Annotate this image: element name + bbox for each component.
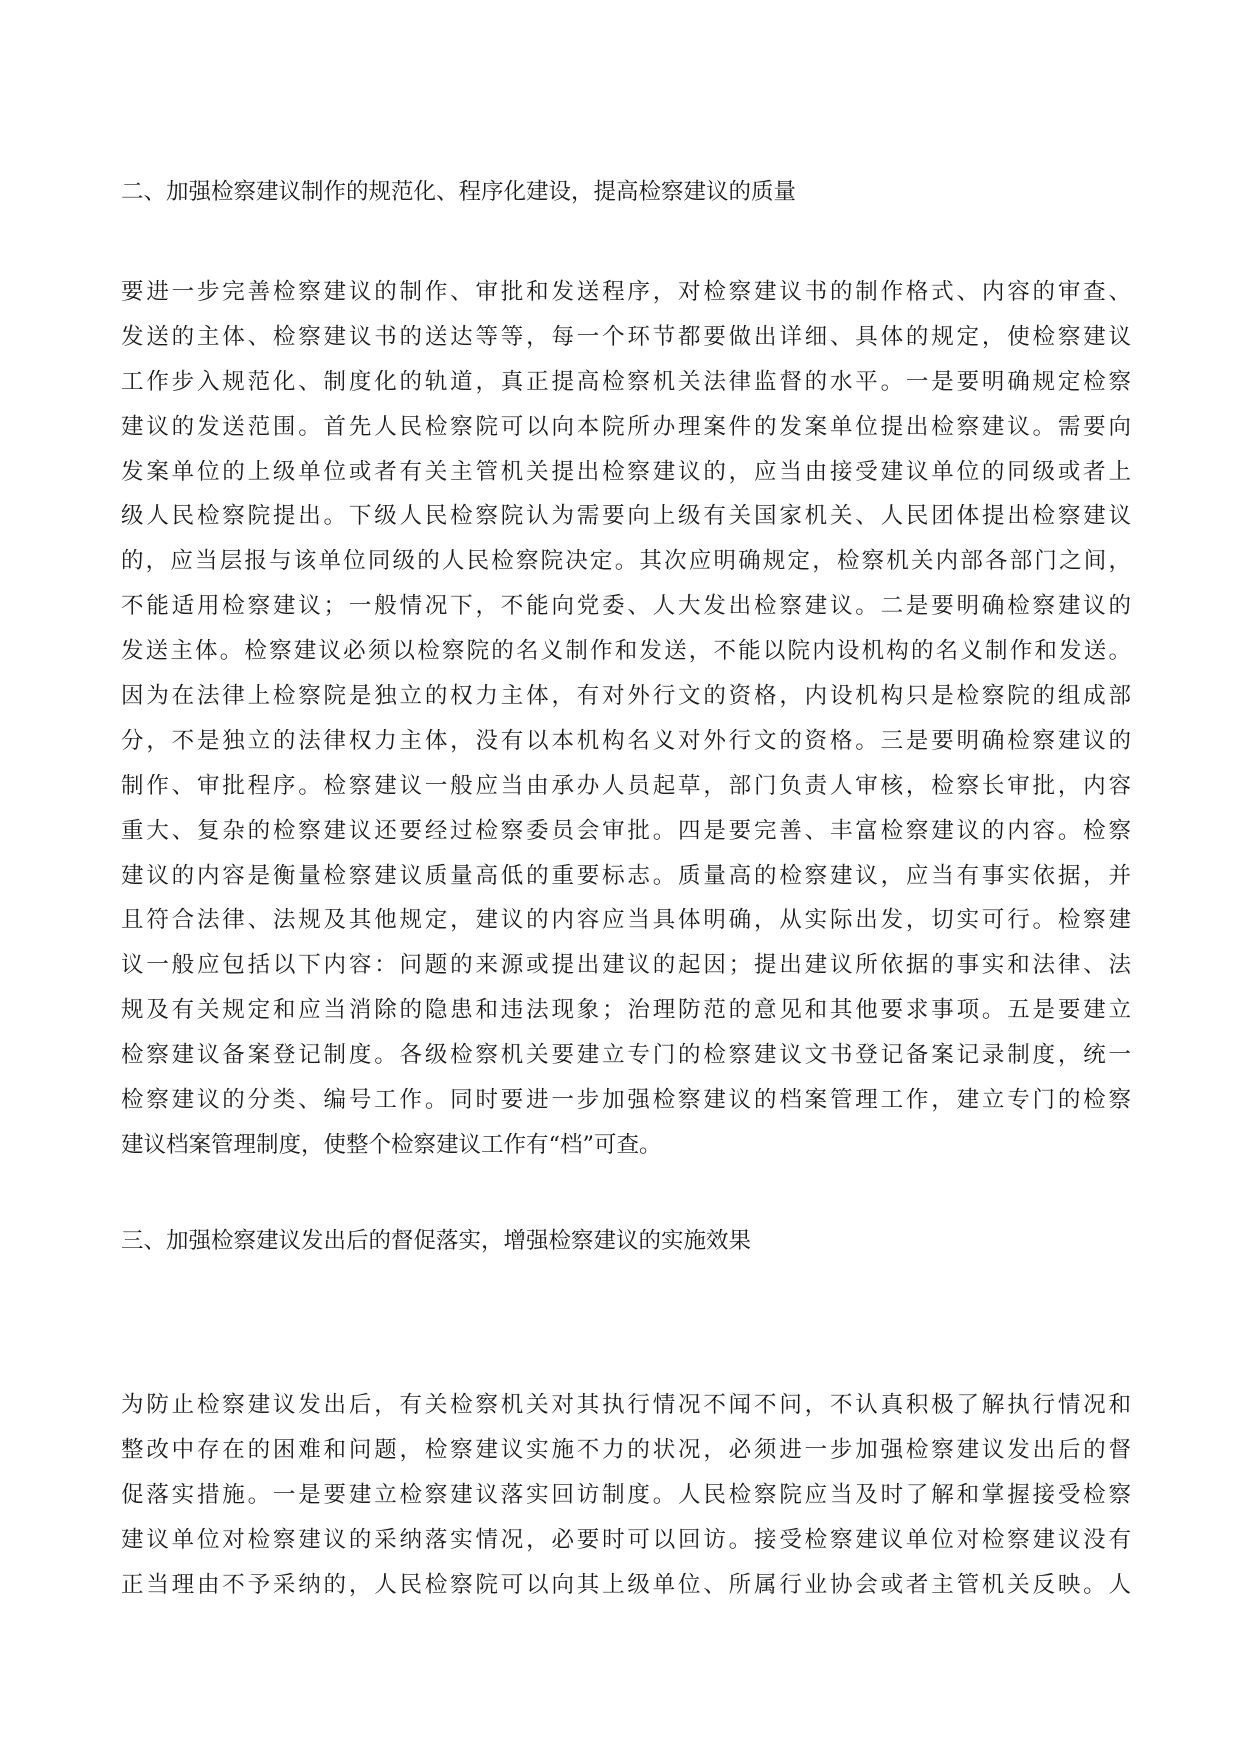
text-line: 分，不是独立的法律权力主体，没有以本机构名义对外行文的资格。三是要明确检察建议的 bbox=[121, 727, 1134, 754]
text-line: 建议的内容是衡量检察建议质量高低的重要标志。质量高的检察建议，应当有事实依据，并 bbox=[121, 862, 1134, 889]
text-line: 的，应当层报与该单位同级的人民检察院决定。其次应明确规定，检察机关内部各部门之间， bbox=[121, 548, 1134, 575]
text-line: 整改中存在的困难和问题，检察建议实施不力的状况，必须进一步加强检察建议发出后的督 bbox=[121, 1436, 1134, 1463]
text-line: 检察建议备案登记制度。各级检察机关要建立专门的检察建议文书登记备案记录制度，统一 bbox=[121, 1042, 1134, 1069]
text-line: 级人民检察院提出。下级人民检察院认为需要向上级有关国家机关、人民团体提出检察建议 bbox=[121, 503, 1134, 530]
text-line: 且符合法律、法规及其他规定，建议的内容应当具体明确，从实际出发，切实可行。检察建 bbox=[121, 907, 1134, 934]
text-line: 为防止检察建议发出后，有关检察机关对其执行情况不闻不问，不认真积极了解执行情况和 bbox=[121, 1392, 1134, 1418]
text-line: 议一般应包括以下内容：问题的来源或提出建议的起因；提出建议所依据的事实和法律、法 bbox=[121, 952, 1134, 979]
text-line: 发案单位的上级单位或者有关主管机关提出检察建议的，应当由接受建议单位的同级或者上 bbox=[121, 458, 1134, 485]
section-heading-2: 二、加强检察建议制作的规范化、程序化建设，提高检察建议的质量 bbox=[121, 179, 797, 205]
text-line: 检察建议的分类、编号工作。同时要进一步加强检察建议的档案管理工作，建立专门的检察 bbox=[121, 1087, 1134, 1114]
text-line: 发送的主体、检察建议书的送达等等，每一个环节都要做出详细、具体的规定，使检察建议 bbox=[121, 323, 1134, 350]
text-line: 重大、复杂的检察建议还要经过检察委员会审批。四是要完善、丰富检察建议的内容。检察 bbox=[121, 817, 1134, 844]
paragraph-1 bbox=[121, 270, 1134, 1168]
text-line: 制作、审批程序。检察建议一般应当由承办人员起草，部门负责人审核，检察长审批，内容 bbox=[121, 772, 1134, 799]
text-line: 发送主体。检察建议必须以检察院的名义制作和发送，不能以院内设机构的名义制作和发送。 bbox=[121, 638, 1134, 665]
text-line: 促落实措施。一是要建立检察建议落实回访制度。人民检察院应当及时了解和掌握接受检察 bbox=[121, 1481, 1134, 1508]
text-line: 建议的发送范围。首先人民检察院可以向本院所办理案件的发案单位提出检察建议。需要向 bbox=[121, 413, 1134, 440]
text-line: 不能适用检察建议；一般情况下，不能向党委、人大发出检察建议。二是要明确检察建议的 bbox=[121, 593, 1134, 620]
paragraph-2 bbox=[121, 1383, 1134, 1607]
text-line: 建议单位对检察建议的采纳落实情况，必要时可以回访。接受检察建议单位对检察建议没有 bbox=[121, 1526, 1134, 1553]
text-line: 建议档案管理制度，使整个检察建议工作有“档”可查。 bbox=[121, 1131, 662, 1158]
text-line: 要进一步完善检察建议的制作、审批和发送程序，对检察建议书的制作格式、内容的审查、 bbox=[121, 279, 1134, 305]
section-heading-3: 三、加强检察建议发出后的督促落实，增强检察建议的实施效果 bbox=[121, 1228, 752, 1254]
text-line: 正当理由不予采纳的，人民检察院可以向其上级单位、所属行业协会或者主管机关反映。人 bbox=[121, 1571, 1134, 1598]
text-line: 因为在法律上检察院是独立的权力主体，有对外行文的资格，内设机构只是检察院的组成部 bbox=[121, 683, 1134, 710]
text-line: 规及有关规定和应当消除的隐患和违法现象；治理防范的意见和其他要求事项。五是要建立 bbox=[121, 997, 1134, 1024]
text-line: 工作步入规范化、制度化的轨道，真正提高检察机关法律监督的水平。一是要明确规定检察 bbox=[121, 368, 1134, 395]
